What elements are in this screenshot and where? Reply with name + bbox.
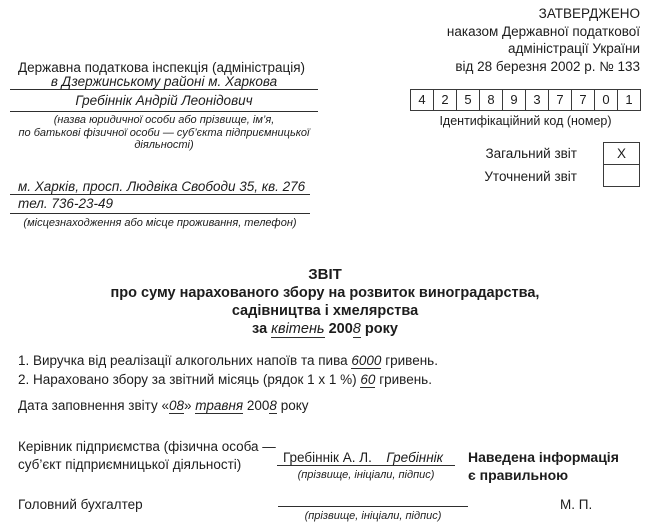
report-subtitle-1: про суму нарахованого збору на розвиток виноградарства,: [110, 285, 540, 301]
id-code-cell: 7: [548, 89, 572, 111]
fill-date-year-prefix: 200: [246, 398, 270, 413]
id-code-cell: 9: [502, 89, 526, 111]
accountant-signature-hint: (прізвище, ініціали, підпис): [304, 510, 442, 522]
clarified-report-label: Уточнений звіт: [484, 168, 577, 184]
id-code-cell: 3: [525, 89, 549, 111]
fill-date-suffix: року: [280, 398, 309, 413]
fill-date-prefix: Дата заповнення звіту «: [18, 398, 169, 413]
approval-line-1: ЗАТВЕРДЖЕНО: [538, 6, 640, 21]
address-field: м. Харків, просп. Людвіка Свободи 35, кв. 276: [10, 180, 310, 195]
director-signature-hint: (прізвище, ініціали, підпис): [297, 469, 435, 481]
general-report-row: [484, 142, 640, 165]
levy-suffix: гривень.: [379, 371, 432, 387]
clarified-report-row: [484, 165, 640, 187]
general-report-label: Загальний звіт: [485, 146, 577, 161]
director-label: [18, 438, 276, 473]
district-field: в Дзержинському районі м. Харкова: [10, 75, 318, 90]
fill-date-mid: »: [184, 398, 192, 413]
id-code-cell: 7: [571, 89, 595, 111]
confirmation-note-1: Наведена інформація: [468, 449, 619, 465]
approval-line-2: наказом Державної податкової: [446, 23, 640, 39]
id-code-cell: 8: [479, 89, 503, 111]
id-code-cell: 1: [617, 89, 641, 111]
levy-text: 2. Нараховано збору за звітний місяць (рядок 1 х 1 %): [18, 371, 357, 387]
director-label-1: Керівник підприємства (фізична особа —: [18, 439, 276, 454]
report-type-block: [484, 142, 640, 187]
general-report-checkbox: X: [603, 142, 640, 165]
fill-date-line: [18, 398, 309, 413]
fill-date-month-field: травня: [195, 398, 244, 413]
phone-field: тел. 736-23-49: [10, 195, 310, 214]
payer-name-hint-3: діяльності): [134, 139, 194, 151]
id-code-cell: 0: [594, 89, 618, 111]
revenue-text: 1. Виручка від реалізації алкогольних напоїв та пива: [18, 353, 348, 368]
director-signature: Гребіннік: [386, 450, 443, 465]
id-code-cell: 4: [410, 89, 434, 111]
payer-name-hint-2: по батькові фізичної особи — суб’єкта підприємницької: [18, 126, 310, 139]
period-suffix: року: [364, 321, 398, 337]
period-year-digit-field: 8: [352, 321, 361, 337]
period-prefix: за: [252, 321, 268, 337]
address-hint: (місцезнаходження або місце проживання, телефон): [23, 217, 297, 229]
revenue-value-field: 6000: [351, 353, 382, 368]
report-title: ЗВІТ: [308, 266, 342, 283]
director-signature-line: [277, 450, 455, 466]
payer-name-field: Гребіннік Андрій Леонідович: [10, 90, 318, 112]
period-year: [329, 321, 361, 338]
payer-name-hint: [10, 114, 318, 152]
fill-date-year-digit-field: 8: [269, 398, 277, 413]
levy-value-field: 60: [360, 371, 376, 387]
period-year-prefix: 200: [328, 321, 353, 337]
approval-line-4: від 28 березня 2002 р. № 133: [455, 58, 640, 74]
report-items: [18, 352, 438, 389]
confirmation-note-2: є правильною: [468, 467, 569, 483]
report-subtitle-2: садівництва і хмелярства: [231, 303, 419, 319]
id-code-block: [410, 89, 641, 128]
id-code-caption: Ідентифікаційний код (номер): [439, 114, 612, 128]
fill-date-year: [247, 398, 277, 414]
fill-date-day-field: 08: [168, 398, 185, 413]
approval-block: [447, 5, 640, 75]
period-month-field: квітень: [271, 321, 325, 337]
accountant-signature-line: [278, 492, 468, 507]
chief-accountant-label: Головний бухгалтер: [18, 497, 143, 512]
address-block: [10, 180, 310, 230]
director-label-2: суб’єкт підприємницької діяльності): [18, 456, 242, 472]
confirmation-note: [468, 448, 619, 484]
payer-name-hint-1: (назва юридичної особи або прізвище, ім’я,: [53, 114, 275, 126]
id-code-cell: 2: [433, 89, 457, 111]
revenue-line: [18, 352, 438, 371]
director-name: Гребіннік А. Л.: [283, 450, 372, 465]
revenue-suffix: гривень.: [385, 353, 438, 368]
payer-block: [10, 60, 318, 152]
report-period: [0, 320, 650, 338]
id-code-grid: [410, 89, 641, 111]
id-code-cell: 5: [456, 89, 480, 111]
clarified-report-checkbox: [603, 164, 640, 187]
tax-office-label: Державна податкова інспекція (адміністрація): [18, 60, 306, 75]
levy-line: [18, 371, 438, 390]
stamp-label: М. П.: [560, 497, 593, 512]
report-title-block: [0, 266, 650, 338]
approval-line-3: адміністрації України: [508, 41, 640, 56]
